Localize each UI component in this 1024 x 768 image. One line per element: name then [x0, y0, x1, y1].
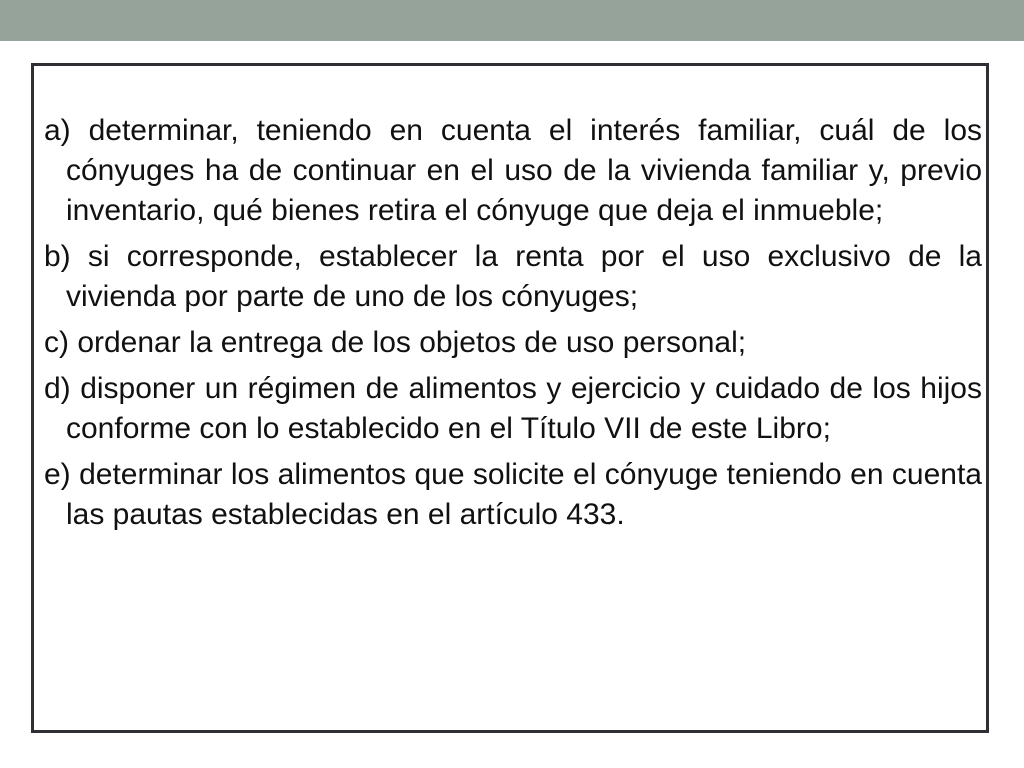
list-item-e: e) determinar los alimentos que solicite el cónyuge teniendo en cuenta las pautas establecidas en el artículo 433.	[44, 458, 982, 531]
list-item-b: b) si corresponde, establecer la renta por el uso exclusivo de la vivienda por parte de uno de los cónyuges;	[44, 240, 982, 313]
item-list	[44, 111, 982, 541]
content-frame	[31, 63, 989, 733]
list-item-c: c) ordenar la entrega de los objetos de uso personal;	[44, 326, 747, 359]
list-item-d: d) disponer un régimen de alimentos y ejercicio y cuidado de los hijos conforme con lo establecido en el Título VII de este Libro;	[44, 372, 982, 445]
slide-header-band	[0, 0, 1024, 41]
list-item-a: a) determinar, teniendo en cuenta el interés familiar, cuál de los cónyuges ha de continuar en el uso de la vivienda familiar y, previo inventario, qué bienes retira el cónyuge que deja el inmueble;	[44, 114, 982, 227]
